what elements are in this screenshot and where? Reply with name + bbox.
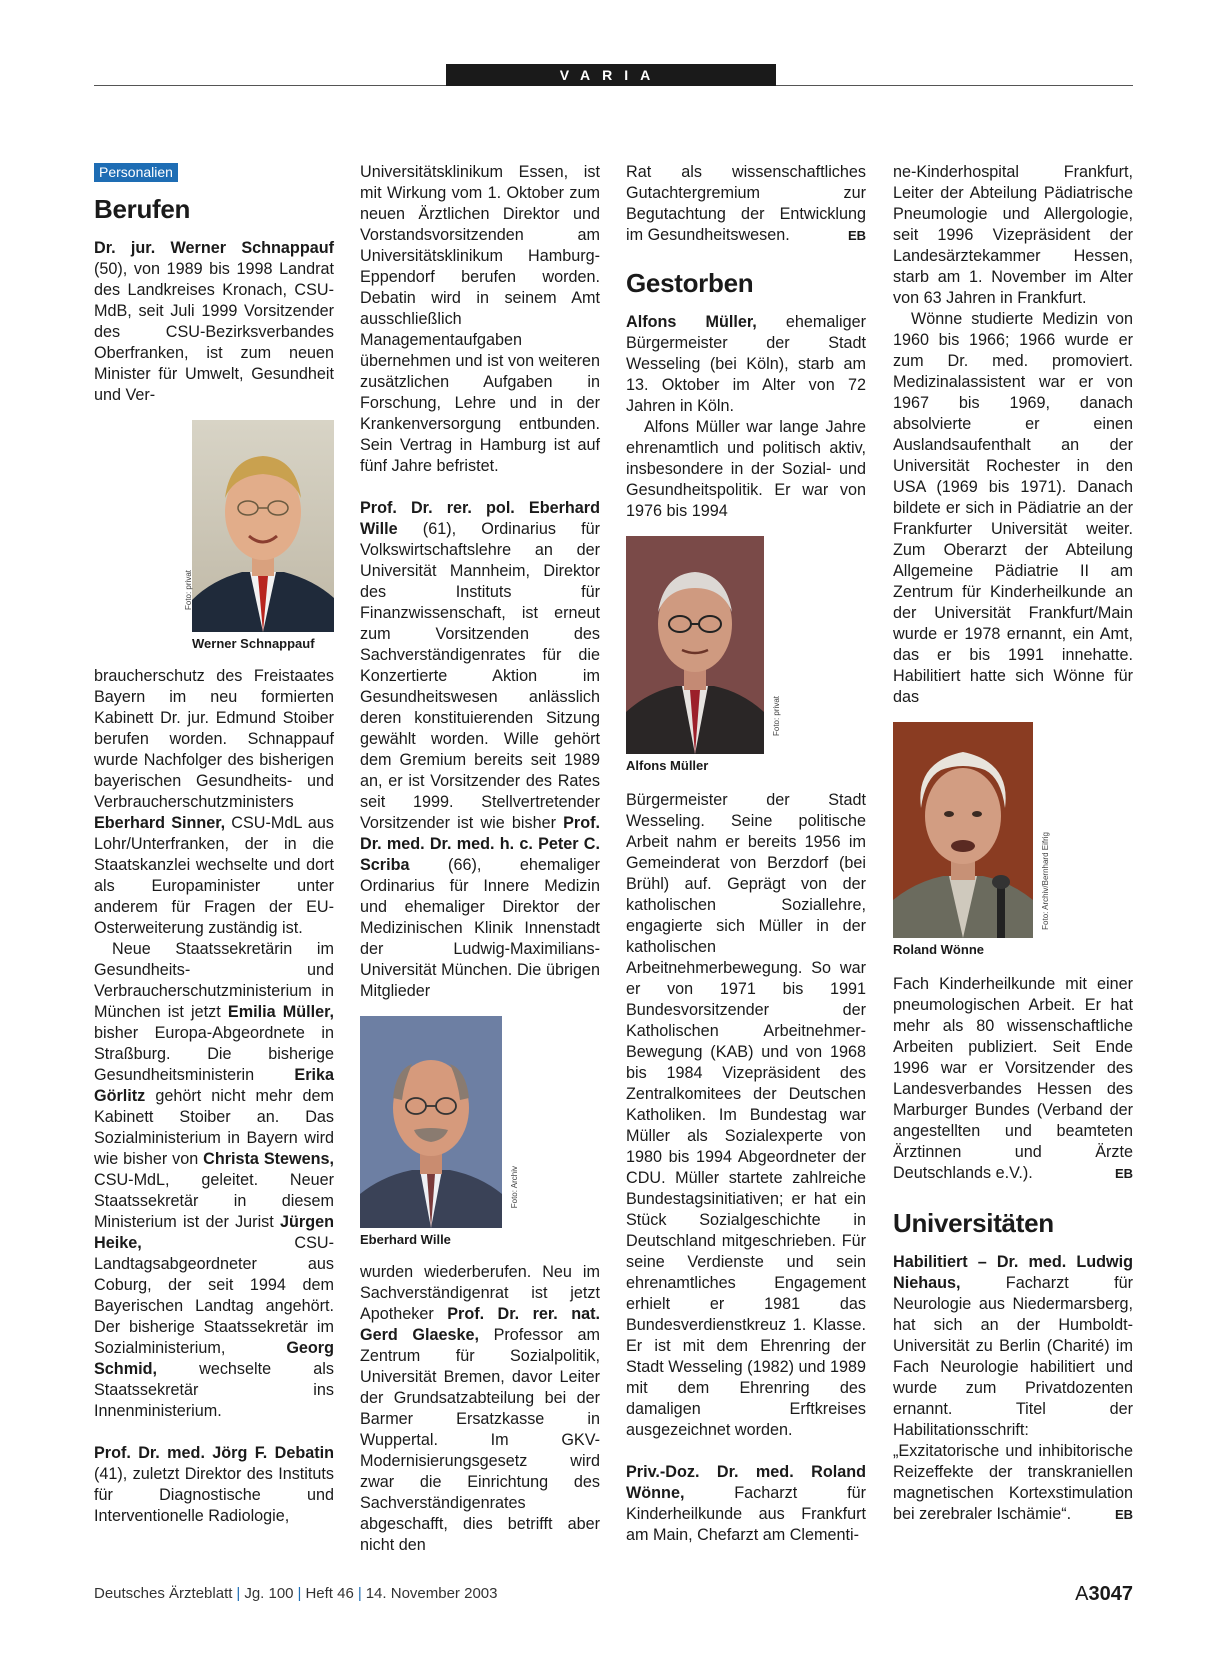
person-name: Emilia Müller,: [227, 1003, 334, 1021]
paragraph: [94, 666, 334, 939]
person-name: Prof. Dr. rer. nat. Gerd Glaeske,: [360, 1305, 600, 1344]
person-name: Habilitiert – Dr. med. Ludwig Niehaus,: [893, 1253, 1133, 1292]
heading-gestorben: Gestorben: [626, 268, 754, 298]
photo-woenne: [893, 722, 1050, 958]
person-name: Georg Schmid,: [94, 1339, 334, 1378]
page-number: [1075, 1582, 1133, 1606]
paragraph: [360, 498, 600, 1002]
paragraph-text: Neue Staatssekretärin im Gesundheits- und Verbraucherschutzministerium in München ist jetzt: [94, 940, 334, 1021]
issue-date: 14. November 2003: [365, 1585, 498, 1602]
heading-universitaeten: Universitäten: [893, 1208, 1054, 1238]
paragraph: [626, 1462, 866, 1546]
paragraph: [893, 1252, 1133, 1525]
paragraph: [626, 312, 866, 417]
section-tag: Personalien: [94, 163, 178, 182]
paragraph: ne-Kinderhospital Frankfurt, Leiter der Abteilung Pädiatrische Pneumologie und Allergologie, seit 1996 Vizepräsident der Landesärztekammer Hessen, starb am 1. November im Alter von 63 Jahren in Frankfurt.: [893, 163, 1133, 307]
author-signature: EB: [1114, 1507, 1133, 1522]
portrait-image: [360, 1016, 502, 1228]
author-signature: EB: [1114, 1166, 1133, 1181]
paragraph-text: (41), zuletzt Direktor des Instituts für Diagnostische und Interventionelle Radiologie,: [94, 1465, 334, 1525]
paragraph: [94, 1443, 334, 1527]
paragraph-text: bisher Europa-Abgeordnete in Straßburg. Die bisherige Gesundheitsministerin: [94, 1024, 334, 1084]
author-signature: EB: [847, 228, 866, 243]
photo-mueller: [626, 536, 781, 774]
photo-caption: Alfons Müller: [626, 758, 709, 773]
paragraph-text: Fach Kinderheilkunde mit einer pneumologischen Arbeit. Er hat mehr als 80 wissenschaftliche Arbeiten publiziert. Seit Ende 1996 war er Vorsitzender des Landesverbandes Hessen des Marburger Bundes (Verband der angestellten und beamteten Ärztinnen und Ärzte Deutschlands e.V.).: [893, 975, 1133, 1182]
photo-credit: Foto: Archiv: [510, 1166, 519, 1209]
paragraph-text: gehört nicht mehr dem Kabinett Stoiber an. Das Sozialministerium in Bayern wird wie bisher von: [94, 1087, 334, 1168]
photo-caption: Eberhard Wille: [360, 1232, 451, 1247]
page-prefix: A: [1075, 1583, 1089, 1605]
photo-caption: Werner Schnappauf: [192, 636, 315, 651]
photo-caption: Roland Wönne: [893, 942, 984, 957]
paragraph-text: CSU-Landtagsabgeordneter aus Coburg, der seit 1994 dem Bayerischen Landtag angehört. Der bisherige Staatssekretär im Sozialministerium,: [94, 1234, 334, 1357]
paragraph: Universitätsklinikum Essen, ist mit Wirkung vom 1. Oktober zum neuen Ärztlichen Direktor und Vorstandsvorsitzenden am Universitätsklinikum Hamburg-Eppendorf berufen worden. Debatin wird in seinem Amt ausschließlich Managementaufgaben übernehmen und ist von weiteren zusätzlichen Aufgaben in Forschung, Lehre und in der Krankenversorgung entbunden. Sein Vertrag in Hamburg ist auf fünf Jahre befristet.: [360, 163, 600, 475]
photo-credit: Foto: Archiv/Bernhard Eifrig: [1041, 832, 1050, 930]
portrait-woenne-svg: [893, 722, 1033, 938]
paragraph-text: wechselte als Staatssekretär ins Innenministerium.: [94, 1360, 334, 1420]
paragraph-text: Facharzt für Kinderheilkunde aus Frankfurt am Main, Chefarzt am Clementi-: [626, 1484, 866, 1544]
person-name: Prof. Dr. rer. pol. Eberhard Wille: [360, 499, 600, 538]
journal-issue: Heft 46: [305, 1585, 354, 1602]
heading-berufen: Berufen: [94, 194, 191, 224]
paragraph: [626, 162, 866, 246]
person-name: Alfons Müller,: [626, 313, 757, 331]
person-name: Prof. Dr. med. Jörg F. Debatin: [94, 1444, 334, 1462]
paragraph: Bürgermeister der Stadt Wesseling. Seine politische Arbeit nahm er bereits 1956 im Gemeinderat von Berzdorf (bei Brühl) auf. Geprägt von der katholischen Soziallehre, engagierte sich Müller in der katholischen Arbeitnehmerbewegung. So war er von 1971 bis 1991 Bundesvorsitzender der Katholischen Arbeitnehmer-Bewegung (KAB) und von 1968 bis 1984 Vizepräsident des Zentralkomitees der Deutschen Katholiken. Im Bundestag war Müller als Sozialexperte von 1980 bis 1994 Abgeordneter der CDU. Müller startete zahlreiche Bundestagsinitiativen; er hat ein Stück Sozialgeschichte in Deutschland mitgeschrieben. Für seine Verdienste und sein ehrenamtliches Engagement erhielt er 1981 das Bundesverdienstkreuz 1. Klasse. Er ist mit dem Ehrenring der Stadt Wesseling (1982) und 1989 mit dem Ehrenring des damaligen Erftkreises ausgezeichnet worden.: [626, 791, 866, 1439]
paragraph-text: braucherschutz des Freistaates Bayern im neu formierten Kabinett Dr. jur. Edmund Stoiber berufen worden. Schnappauf wurde Nachfolger des bisherigen bayerischen Gesundheits- und Verbraucherschutzministers: [94, 667, 334, 811]
footer-separator: |: [297, 1585, 302, 1602]
section-header: VARIA: [446, 64, 776, 86]
page-footer: [94, 1582, 1133, 1606]
paragraph-text: (50), von 1989 bis 1998 Landrat des Landkreises Kronach, CSU-MdB, seit Juli 1999 Vorsitzender des CSU-Bezirksverbandes Oberfranken, ist zum neuen Minister für Umwelt, Gesundheit und Ver-: [94, 260, 334, 404]
portrait-image: [626, 536, 764, 754]
portrait-image: [192, 420, 334, 632]
column-1: [94, 160, 334, 1527]
person-name: Christa Stewens,: [203, 1150, 334, 1168]
column-4: [893, 162, 1133, 1525]
person-name: Prof. Dr. med. Dr. med. h. c. Peter C. Scriba: [360, 814, 600, 874]
portrait-wille-svg: [360, 1016, 502, 1228]
paragraph-text: CSU-MdL, geleitet. Neuer Staatssekretär in diesem Ministerium ist der Jurist: [94, 1171, 334, 1231]
page-number-value: 3047: [1088, 1583, 1133, 1605]
paragraph: Alfons Müller war lange Jahre ehrenamtlich und politisch aktiv, insbesondere in der Sozial- und Gesundheitspolitik. Er war von 1976 bis 1994: [626, 418, 866, 520]
person-name: Priv.-Doz. Dr. med. Roland Wönne,: [626, 1463, 866, 1502]
paragraph-text: Professor am Zentrum für Sozialpolitik, Universität Bremen, davor Leiter der Grundsatzabteilung bei der Barmer Ersatzkasse in Wuppertal. Im GKV-Modernisierungsgesetz wird zwar die Einrichtung des Sachverständigenrates abgeschafft, dies betrifft aber nicht den: [360, 1326, 600, 1554]
portrait-mueller-svg: [626, 536, 764, 754]
portrait-image: [893, 722, 1033, 938]
portrait-schnappauf-svg: [192, 420, 334, 632]
paragraph: [94, 939, 334, 1422]
paragraph: [893, 974, 1133, 1184]
paragraph-text: Facharzt für Neurologie aus Niedermarsberg, hat sich an der Humboldt-Universität zu Berlin (Charité) im Fach Neurologie habilitiert und wurde zum Privatdozenten ernannt. Titel der Habilitationsschrift: „Exzitatorische und inhibitorische Reizeffekte der transkraniellen magnetischen Kortexstimulation bei zerebraler Ischämie“.: [893, 1274, 1133, 1523]
column-2: [360, 162, 600, 1556]
photo-schnappauf: [184, 420, 334, 652]
person-name: Erika Görlitz: [94, 1066, 334, 1105]
photo-wille: [360, 1016, 519, 1248]
footer-separator: |: [357, 1585, 362, 1602]
journal-volume: Jg. 100: [244, 1585, 294, 1602]
paragraph-text: CSU-MdL aus Lohr/Unterfranken, der in die Staatskanzlei wechselte und dort als Europaminister unter anderem für Fragen der EU-Osterweiterung zuständig ist.: [94, 814, 334, 937]
photo-credit: Foto: privat: [772, 696, 781, 737]
person-name: Jürgen Heike,: [94, 1213, 334, 1252]
paragraph-text: (66), ehemaliger Ordinarius für Innere Medizin und ehemaliger Direktor der Medizinischen Klinik Innenstadt der Ludwig-Maximilians-Universität München. Die übrigen Mitglieder: [360, 856, 600, 1000]
paragraph: [360, 1262, 600, 1556]
paragraph-text: Rat als wissenschaftliches Gutachtergremium zur Begutachtung der Entwicklung im Gesundheitswesen.: [626, 163, 866, 244]
column-3: [626, 162, 866, 1546]
photo-credit: Foto: privat: [184, 570, 193, 611]
paragraph-text: wurden wiederberufen. Neu im Sachverständigenrat ist jetzt Apotheker: [360, 1263, 600, 1323]
person-name: Eberhard Sinner,: [94, 814, 226, 832]
person-name: Dr. jur. Werner Schnappauf: [94, 239, 334, 257]
paragraph: [94, 238, 334, 406]
paragraph-text: (61), Ordinarius für Volkswirtschaftslehre an der Universität Mannheim, Direktor des Instituts für Finanzwissenschaft, ist erneut zum Vorsitzenden des Sachverständigenrates für die Konzertierte Aktion im Gesundheitswesen anlässlich deren konstituierenden Sitzung gewählt worden. Wille gehört dem Gremium bereits seit 1989 an, er ist Vorsitzender des Rates seit 1999. Stellvertretender Vorsitzender ist wie bisher: [360, 520, 600, 832]
paragraph: Wönne studierte Medizin von 1960 bis 1966; 1966 wurde er zum Dr. med. promoviert. Medizinalassistent war er von 1967 bis 1969, danach absolvierte er einen Auslandsaufenthalt an der Universität Rochester in den USA (1969 bis 1971). Danach bildete er sich in Pädiatrie an der Frankfurter Universität weiter. Zum Oberarzt der Abteilung Allgemeine Pädiatrie II am Zentrum für Kinderheilkunde an der Universität Frankfurt/Main wurde er 1978 ernannt, ein Amt, das er bis 1991 innehatte. Habilitiert hatte sich Wönne für das: [893, 310, 1133, 706]
paragraph-text: ehemaliger Bürgermeister der Stadt Wesseling (bei Köln), starb am 13. Oktober im Alter von 72 Jahren in Köln.: [626, 313, 866, 415]
journal-name: Deutsches Ärzteblatt: [94, 1585, 233, 1602]
footer-separator: |: [236, 1585, 241, 1602]
